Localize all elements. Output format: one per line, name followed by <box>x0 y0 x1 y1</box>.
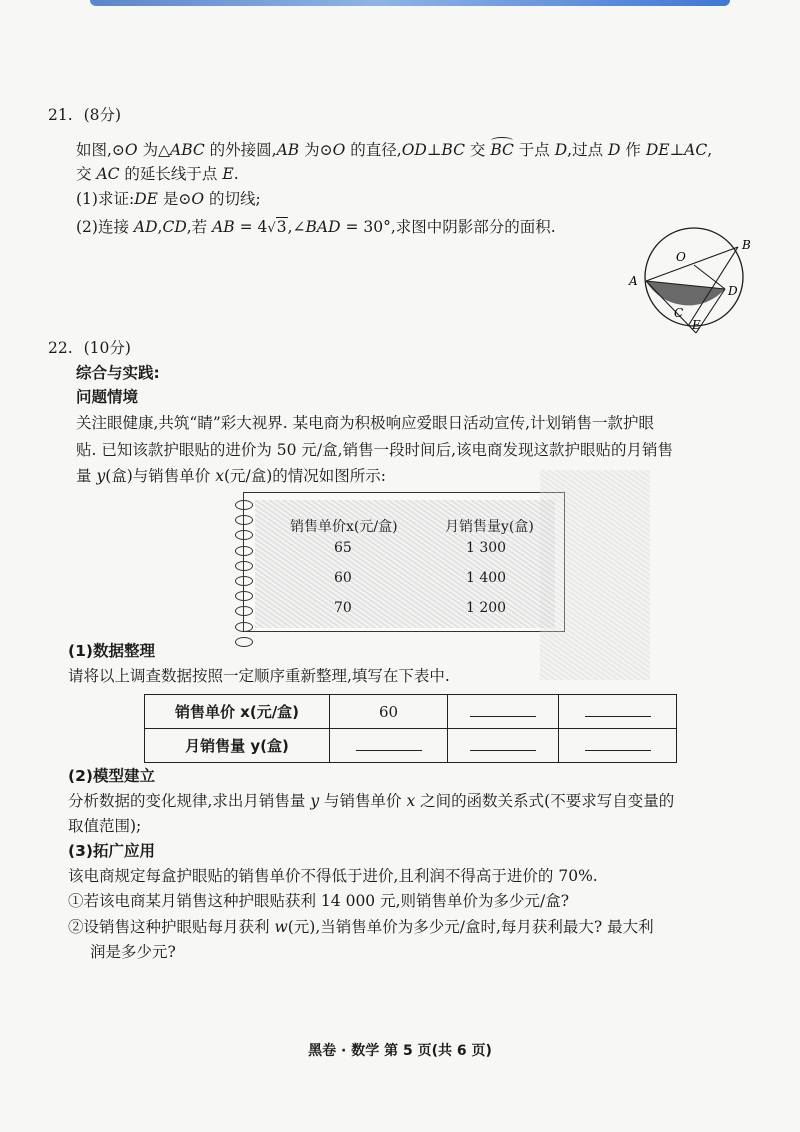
q21-stem-line1: 如图,⊙O 为△ABC 的外接圆,AB 为⊙O 的直径,OD⊥BC 交 BC 于点 D,过点 D 作 DE⊥AC, <box>76 141 713 159</box>
q22-section1-title: (1)数据整理 <box>68 642 155 660</box>
page-footer: 黑卷 · 数学 第 5 页(共 6 页) <box>308 1043 492 1059</box>
table-row <box>145 695 677 729</box>
q22-heading: 综合与实践: <box>76 364 160 382</box>
q22-subheading: 问题情境 <box>76 388 139 406</box>
notebook-spiral <box>235 500 257 628</box>
label-b: B <box>742 238 751 252</box>
q22-section3-text: 该电商规定每盒护眼贴的销售单价不得低于进价,且利润不得高于进价的 70%. <box>68 867 598 885</box>
top-edge-stripe <box>90 0 730 6</box>
q21-score: (8分) <box>83 106 122 124</box>
segment-od <box>694 265 725 289</box>
table-row1-cell3[interactable] <box>559 695 677 729</box>
q22-subquestion-2-line2: 润是多少元? <box>90 943 176 961</box>
q22-section2-line1: 分析数据的变化规律,求出月销售量 y 与销售单价 x 之间的函数关系式(不要求写自变量的 <box>68 792 675 810</box>
label-e: E <box>692 318 701 332</box>
notebook-price-2: 60 <box>334 570 352 586</box>
fill-in-table <box>144 694 677 763</box>
q22-section1-text: 请将以上调查数据按照一定顺序重新整理,填写在下表中. <box>68 667 450 685</box>
q21-part2: (2)连接 AD,CD,若 AB = 4√3,∠BAD = 30°,求图中阴影部分的面积. <box>76 218 556 236</box>
label-a: A <box>629 274 638 288</box>
q21-header <box>48 105 121 125</box>
table-row2-label: 月销售量 y(盒) <box>145 729 330 763</box>
notebook-col1-header: 销售单价x(元/盒) <box>290 519 398 535</box>
q22-section2-title: (2)模型建立 <box>68 767 155 785</box>
notebook-sales-3: 1 200 <box>466 600 507 616</box>
scan-smudge-right <box>540 470 650 680</box>
arc-bc: BC <box>490 141 514 159</box>
q22-subquestion-1: ①若该电商某月销售这种护眼贴获利 14 000 元,则销售单价为多少元/盒? <box>68 892 570 910</box>
circle-o <box>645 228 743 326</box>
label-d: D <box>728 284 738 298</box>
q22-para-line3: 量 y(盒)与销售单价 x(元/盒)的情况如图所示: <box>76 467 387 485</box>
table-row2-cell2[interactable] <box>448 729 559 763</box>
q22-section2-line2: 取值范围); <box>68 817 142 835</box>
notebook-sales-2: 1 400 <box>466 570 507 586</box>
notebook-col2-header: 月销售量y(盒) <box>445 519 534 535</box>
q21-part1: (1)求证:DE 是⊙O 的切线; <box>76 190 261 208</box>
table-row1-cell2[interactable] <box>448 695 559 729</box>
label-c: C <box>674 306 684 320</box>
label-o: O <box>676 250 686 264</box>
table-row <box>145 729 677 763</box>
q22-header <box>48 338 131 358</box>
q21-number: 21. <box>48 106 73 124</box>
q22-para-line1: 关注眼健康,共筑“睛”彩大视界. 某电商为积极响应爱眼日活动宣传,计划销售一款护眼 <box>76 414 655 432</box>
table-row1-label: 销售单价 x(元/盒) <box>145 695 330 729</box>
diameter-ab <box>646 247 738 281</box>
q22-section3-title: (3)拓广应用 <box>68 842 155 860</box>
q21-geometry-figure <box>620 225 760 335</box>
notebook-price-1: 65 <box>334 540 352 556</box>
table-row2-cell3[interactable] <box>559 729 677 763</box>
q22-para-line2: 贴. 已知该款护眼贴的进价为 50 元/盒,销售一段时间后,该电商发现这款护眼贴的月销售 <box>76 441 674 459</box>
table-row1-cell1: 60 <box>330 695 448 729</box>
q22-score: (10分) <box>83 339 131 357</box>
notebook-sales-1: 1 300 <box>466 540 507 556</box>
table-row2-cell1[interactable] <box>330 729 448 763</box>
q22-number: 22. <box>48 339 73 357</box>
q22-subquestion-2-line1: ②设销售这种护眼贴每月获利 w(元),当销售单价为多少元/盒时,每月获利最大? 最大利 <box>68 918 654 936</box>
notebook-price-3: 70 <box>334 600 352 616</box>
q21-stem-line2: 交 AC 的延长线于点 E. <box>76 165 239 183</box>
